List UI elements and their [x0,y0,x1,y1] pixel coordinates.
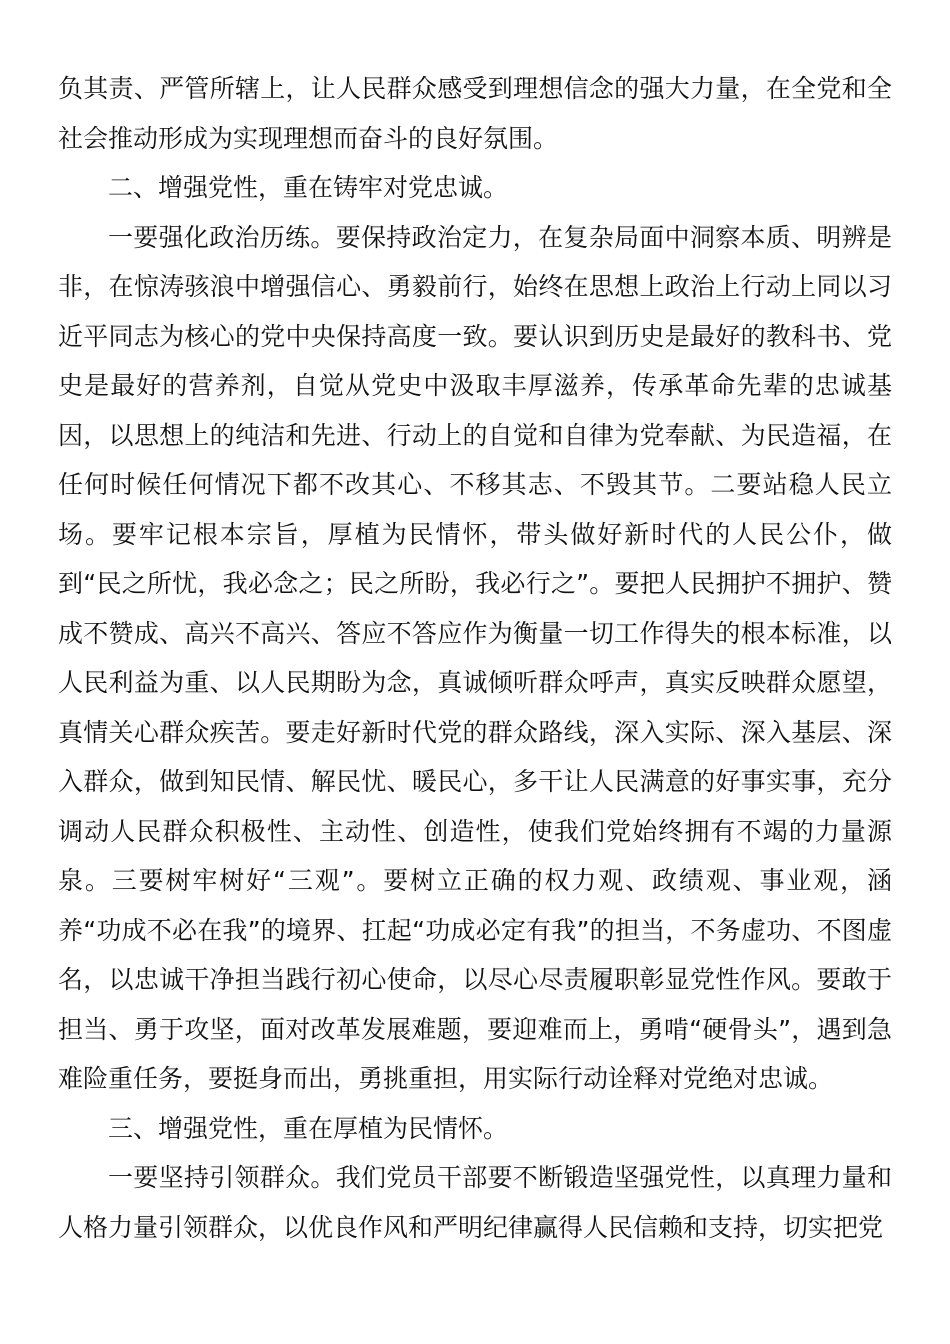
document-page [58,64,892,1252]
paragraph-body-loyalty: 一要强化政治历练。要保持政治定力，在复杂局面中洞察本质、明辨是非，在惊涛骇浪中增强信心、勇毅前行，始终在思想上政治上行动上同以习近平同志为核心的党中央保持高度一致。要认识到历史是最好的教科书、党史是最好的营养剂，自觉从党史中汲取丰厚滋养，传承革命先辈的忠诚基因，以思想上的纯洁和先进、行动上的自觉和自律为党奉献、为民造福，在任何时候任何情况下都不改其心、不移其志、不毁其节。二要站稳人民立场。要牢记根本宗旨，厚植为民情怀，带头做好新时代的人民公仆，做到“民之所忧，我必念之；民之所盼，我必行之”。要把人民拥护不拥护、赞成不赞成、高兴不高兴、答应不答应作为衡量一切工作得失的根本标准，以人民利益为重、以人民期盼为念，真诚倾听群众呼声，真实反映群众愿望，真情关心群众疾苦。要走好新时代党的群众路线，深入实际、深入基层、深入群众，做到知民情、解民忧、暖民心，多干让人民满意的好事实事，充分调动人民群众积极性、主动性、创造性，使我们党始终拥有不竭的力量源泉。三要树牢树好“三观”。要树立正确的权力观、政绩观、事业观，涵养“功成不必在我”的境界、扛起“功成必定有我”的担当，不务虚功、不图虚名，以忠诚干净担当践行初心使命，以尽心尽责履职彰显党性作风。要敢于担当、勇于攻坚，面对改革发展难题，要迎难而上，勇啃“硬骨头”，遇到急难险重任务，要挺身而出，勇挑重担，用实际行动诠释对党绝对忠诚。 [58,222,893,1093]
section-heading-3: 三、增强党性，重在厚植为民情怀。 [108,1113,509,1143]
section-heading-2: 二、增强党性，重在铸牢对党忠诚。 [108,173,509,202]
paragraph-continuation: 负其责、严管所辖上，让人民群众感受到理想信念的强大力量，在全党和全社会推动形成为实现理想而奋斗的良好氛围。 [58,74,892,153]
paragraph-body-people: 一要坚持引领群众。我们党员干部要不断锻造坚强党性，以真理力量和人格力量引领群众，以优良作风和严明纪律赢得人民信赖和支持，切实把党 [58,1163,892,1242]
